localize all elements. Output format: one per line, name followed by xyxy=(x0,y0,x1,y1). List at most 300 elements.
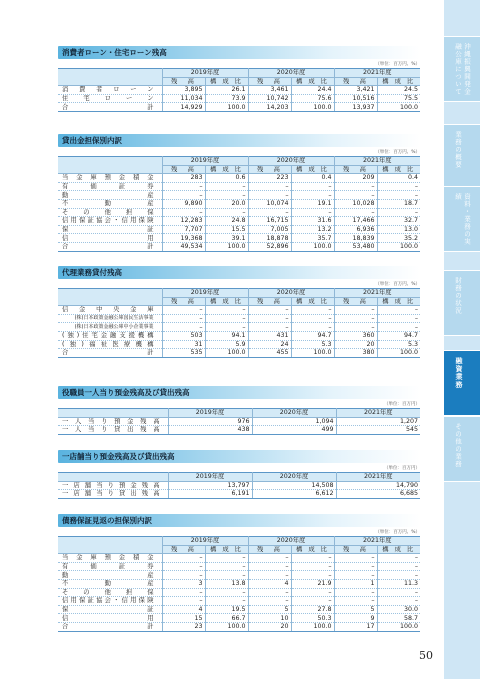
table-row xyxy=(58,349,420,358)
table-row xyxy=(58,605,420,614)
table-cell: 100.0 xyxy=(377,349,420,358)
table-cell: 0.6 xyxy=(205,174,248,183)
table-cell: 3,461 xyxy=(248,86,291,95)
table-cell: – xyxy=(334,191,377,200)
table-cell: 94.1 xyxy=(205,331,248,340)
balance-header: 残 高 xyxy=(162,77,205,86)
table-cell: – xyxy=(377,597,420,606)
table-cell: 26.1 xyxy=(205,86,248,95)
table-cell: 14,508 xyxy=(252,481,336,490)
table-cell: 100.0 xyxy=(205,242,248,251)
table-cell: – xyxy=(334,571,377,580)
table-cell: – xyxy=(334,597,377,606)
year-header: 2021年度 xyxy=(334,289,420,298)
table-cell: – xyxy=(162,571,205,580)
ratio-header: 構 成 比 xyxy=(291,165,334,174)
table-cell: 58.7 xyxy=(377,614,420,623)
table-cell: 13.8 xyxy=(205,579,248,588)
header-blank xyxy=(58,69,162,86)
row-label: その他担保 xyxy=(58,588,162,597)
balance-header: 残 高 xyxy=(248,77,291,86)
table-cell: 19,368 xyxy=(162,234,205,243)
ratio-header: 構 成 比 xyxy=(377,77,420,86)
table-cell: – xyxy=(205,306,248,315)
table-cell: 52,896 xyxy=(248,242,291,251)
table-cell: – xyxy=(377,314,420,323)
table-row xyxy=(58,571,420,580)
table-cell: – xyxy=(205,554,248,563)
table-row xyxy=(58,417,420,426)
row-label: 一人当り預金残高 xyxy=(58,417,168,426)
balance-header: 残 高 xyxy=(334,165,377,174)
table-cell: 455 xyxy=(248,349,291,358)
table-row xyxy=(58,554,420,563)
table-cell: – xyxy=(291,571,334,580)
table-cell: – xyxy=(334,306,377,315)
row-label: 合計 xyxy=(58,349,162,358)
table-cell: – xyxy=(248,182,291,191)
table-row xyxy=(58,622,420,631)
table-row xyxy=(58,306,420,315)
balance-header: 残 高 xyxy=(162,297,205,306)
table-cell: 0.4 xyxy=(291,174,334,183)
ratio-header: 構 成 比 xyxy=(291,77,334,86)
table-cell: 5 xyxy=(248,605,291,614)
table-cell: 94.7 xyxy=(377,331,420,340)
sidebar-tab[interactable] xyxy=(444,270,480,336)
table-cell: 14,203 xyxy=(248,103,291,112)
table-cell: 438 xyxy=(168,426,252,435)
row-label: 不動産 xyxy=(58,579,162,588)
table-row xyxy=(58,597,420,606)
table-cell: 35.2 xyxy=(377,234,420,243)
sidebar-tab-label: 融資業務 xyxy=(455,357,463,389)
table-row xyxy=(58,208,420,217)
table-cell: 3,421 xyxy=(334,86,377,95)
table-cell: 14,790 xyxy=(336,481,420,490)
table-cell: – xyxy=(291,306,334,315)
balance-header: 残 高 xyxy=(334,77,377,86)
table-cell: – xyxy=(205,562,248,571)
table-cell: 49,534 xyxy=(162,242,205,251)
table-cell: – xyxy=(205,323,248,332)
table-cell: – xyxy=(291,208,334,217)
table-row xyxy=(58,217,420,226)
year-header: 2019年度 xyxy=(162,69,248,78)
row-label: (株)日本政策金融公庫中小企業事業 xyxy=(58,323,162,332)
year-header: 2020年度 xyxy=(248,157,334,166)
table-cell: 24 xyxy=(248,340,291,349)
table-row xyxy=(58,481,420,490)
year-header: 2020年度 xyxy=(248,69,334,78)
table-row xyxy=(58,588,420,597)
data-table xyxy=(58,408,420,435)
data-table xyxy=(58,472,420,499)
table-cell: 223 xyxy=(248,174,291,183)
unit-note: （単位：百万円、%） xyxy=(375,150,420,155)
ratio-header: 構 成 比 xyxy=(205,165,248,174)
table-cell: 10,742 xyxy=(248,94,291,103)
table-cell: 50.3 xyxy=(291,614,334,623)
section-title: 代理業務貸付残高 xyxy=(58,266,420,279)
year-header: 2020年度 xyxy=(248,537,334,546)
sidebar-index xyxy=(444,0,480,679)
row-label: 信用 xyxy=(58,234,162,243)
year-header: 2021年度 xyxy=(336,473,420,482)
year-header: 2019年度 xyxy=(162,289,248,298)
section-title: 貸出金担保別内訳 xyxy=(58,134,420,147)
header-blank xyxy=(58,289,162,306)
table-cell: 73.9 xyxy=(205,94,248,103)
sidebar-tab[interactable] xyxy=(444,350,480,416)
table-row xyxy=(58,579,420,588)
table-cell: – xyxy=(205,182,248,191)
table-cell: – xyxy=(162,314,205,323)
table-cell: – xyxy=(334,554,377,563)
table-cell: 100.0 xyxy=(291,622,334,631)
table-cell: – xyxy=(205,191,248,200)
balance-header: 残 高 xyxy=(334,545,377,554)
table-cell: 100.0 xyxy=(291,242,334,251)
table-cell: – xyxy=(248,306,291,315)
table-cell: – xyxy=(334,314,377,323)
data-table xyxy=(58,68,420,112)
table-cell: 13.0 xyxy=(377,225,420,234)
table-cell: 18,878 xyxy=(248,234,291,243)
table-cell: 75.6 xyxy=(291,94,334,103)
table-row xyxy=(58,340,420,349)
table-row xyxy=(58,103,420,112)
table-cell: 6,191 xyxy=(168,490,252,499)
table-row xyxy=(58,94,420,103)
table-row xyxy=(58,490,420,499)
row-label: 不動産 xyxy=(58,199,162,208)
table-row xyxy=(58,331,420,340)
balance-header: 残 高 xyxy=(248,165,291,174)
table-cell: 20 xyxy=(248,622,291,631)
table-cell: 11.3 xyxy=(377,579,420,588)
row-label: 一店舗当り貸出残高 xyxy=(58,490,168,499)
table-cell: 15.5 xyxy=(205,225,248,234)
section-title: 一店舗当り預金残高及び貸出残高 xyxy=(58,450,420,463)
row-label: 保証 xyxy=(58,225,162,234)
table-cell: 13,797 xyxy=(168,481,252,490)
table-cell: – xyxy=(291,588,334,597)
section-title: 役職員一人当り預金残高及び貸出残高 xyxy=(58,386,420,399)
table-row xyxy=(58,426,420,435)
table-cell: – xyxy=(377,588,420,597)
table-cell: 100.0 xyxy=(205,349,248,358)
table-cell: – xyxy=(162,597,205,606)
ratio-header: 構 成 比 xyxy=(205,77,248,86)
sidebar-tab[interactable] xyxy=(444,36,480,102)
row-label: (独)住宅金融支援機構 xyxy=(58,331,162,340)
year-header: 2020年度 xyxy=(252,409,336,418)
table-cell: – xyxy=(248,571,291,580)
row-label: 合計 xyxy=(58,103,162,112)
unit-note: （単位：百万円、%） xyxy=(375,282,420,287)
table-row xyxy=(58,614,420,623)
table-cell: – xyxy=(377,554,420,563)
ratio-header: 構 成 比 xyxy=(377,297,420,306)
table-cell: 19.5 xyxy=(205,605,248,614)
table-cell: 283 xyxy=(162,174,205,183)
table-cell: 94.7 xyxy=(291,331,334,340)
table-cell: 16,715 xyxy=(248,217,291,226)
table-cell: – xyxy=(334,323,377,332)
sidebar-tab-label: 業務の概要 xyxy=(454,131,462,169)
table-cell: 1,207 xyxy=(336,417,420,426)
table-cell: 9,890 xyxy=(162,199,205,208)
table-cell: – xyxy=(205,208,248,217)
table-cell: – xyxy=(162,588,205,597)
table-cell: 10,074 xyxy=(248,199,291,208)
table-cell: – xyxy=(205,314,248,323)
table-cell: 6,685 xyxy=(336,490,420,499)
sidebar-tab-label: 資料・業務の実績 xyxy=(454,193,471,246)
table-cell: – xyxy=(248,588,291,597)
sidebar-tab[interactable] xyxy=(444,186,480,252)
table-cell: 17 xyxy=(334,622,377,631)
table-cell: 66.7 xyxy=(205,614,248,623)
table-cell: – xyxy=(291,182,334,191)
unit-note: （単位：百万円） xyxy=(384,402,420,407)
data-table xyxy=(58,156,420,252)
ratio-header: 構 成 比 xyxy=(377,165,420,174)
table-row xyxy=(58,182,420,191)
year-header: 2019年度 xyxy=(168,409,252,418)
table-cell: 21.9 xyxy=(291,579,334,588)
table-cell: 1,094 xyxy=(252,417,336,426)
table-cell: 4 xyxy=(248,579,291,588)
table-section xyxy=(58,134,420,252)
table-cell: – xyxy=(291,562,334,571)
row-label: 動産 xyxy=(58,191,162,200)
table-cell: 39.1 xyxy=(205,234,248,243)
table-cell: – xyxy=(162,208,205,217)
table-cell: – xyxy=(377,562,420,571)
table-cell: 100.0 xyxy=(205,622,248,631)
row-label: 一店舗当り預金残高 xyxy=(58,481,168,490)
table-cell: 431 xyxy=(248,331,291,340)
header-blank xyxy=(58,537,162,554)
table-cell: 31.6 xyxy=(291,217,334,226)
table-cell: 503 xyxy=(162,331,205,340)
year-header: 2021年度 xyxy=(334,69,420,78)
table-section xyxy=(58,514,420,632)
sidebar-tab[interactable] xyxy=(444,124,480,190)
row-label: 一人当り貸出残高 xyxy=(58,426,168,435)
balance-header: 残 高 xyxy=(162,545,205,554)
table-cell: 10 xyxy=(248,614,291,623)
table-cell: 31 xyxy=(162,340,205,349)
table-cell: – xyxy=(334,588,377,597)
data-table xyxy=(58,536,420,632)
table-row xyxy=(58,191,420,200)
table-cell: 7,005 xyxy=(248,225,291,234)
table-cell: – xyxy=(248,191,291,200)
table-row xyxy=(58,242,420,251)
section-title: 債務保証見返の担保別内訳 xyxy=(58,514,420,527)
table-cell: 27.8 xyxy=(291,605,334,614)
row-label: 信用保証協会・信用保険 xyxy=(58,217,162,226)
row-label: 有価証券 xyxy=(58,182,162,191)
unit-note: （単位：百万円） xyxy=(384,466,420,471)
ratio-header: 構 成 比 xyxy=(291,545,334,554)
row-label: 信用 xyxy=(58,614,162,623)
table-cell: – xyxy=(205,571,248,580)
table-cell: 53,480 xyxy=(334,242,377,251)
table-row xyxy=(58,86,420,95)
row-label: (株)日本政策金融公庫国民生活事業 xyxy=(58,314,162,323)
data-table xyxy=(58,288,420,358)
table-cell: – xyxy=(162,554,205,563)
row-label: 住宅ローン xyxy=(58,94,162,103)
row-label: 合計 xyxy=(58,242,162,251)
table-cell: 209 xyxy=(334,174,377,183)
table-cell: 5 xyxy=(334,605,377,614)
ratio-header: 構 成 比 xyxy=(205,297,248,306)
balance-header: 残 高 xyxy=(162,165,205,174)
year-header: 2021年度 xyxy=(334,537,420,546)
table-cell: 24.4 xyxy=(291,86,334,95)
table-cell: – xyxy=(291,191,334,200)
row-label: 信用保証協会・信用保険 xyxy=(58,597,162,606)
table-cell: 0.4 xyxy=(377,174,420,183)
page-number: 50 xyxy=(419,649,433,662)
table-cell: 100.0 xyxy=(291,103,334,112)
table-cell: 9 xyxy=(334,614,377,623)
table-row xyxy=(58,323,420,332)
row-label: 保証 xyxy=(58,605,162,614)
table-cell: 100.0 xyxy=(291,349,334,358)
table-cell: – xyxy=(162,182,205,191)
row-label: 有価証券 xyxy=(58,562,162,571)
table-cell: 75.5 xyxy=(377,94,420,103)
year-header: 2019年度 xyxy=(162,537,248,546)
table-cell: 32.7 xyxy=(377,217,420,226)
row-label: 消費者ローン xyxy=(58,86,162,95)
table-cell: – xyxy=(162,191,205,200)
row-label: 動産 xyxy=(58,571,162,580)
table-cell: 10,028 xyxy=(334,199,377,208)
table-cell: 10,516 xyxy=(334,94,377,103)
table-cell: 14,929 xyxy=(162,103,205,112)
sidebar-tab-label: その他の業務 xyxy=(454,423,462,468)
table-cell: – xyxy=(377,306,420,315)
table-cell: 1 xyxy=(334,579,377,588)
table-cell: 20 xyxy=(334,340,377,349)
table-cell: 4 xyxy=(162,605,205,614)
ratio-header: 構 成 比 xyxy=(377,545,420,554)
table-cell: 24.5 xyxy=(377,86,420,95)
table-cell: 5.9 xyxy=(205,340,248,349)
table-cell: 499 xyxy=(252,426,336,435)
year-header: 2020年度 xyxy=(252,473,336,482)
table-cell: – xyxy=(377,571,420,580)
table-cell: 20.0 xyxy=(205,199,248,208)
table-cell: – xyxy=(291,314,334,323)
table-cell: – xyxy=(377,191,420,200)
table-cell: – xyxy=(377,208,420,217)
table-cell: – xyxy=(162,306,205,315)
table-cell: 3,895 xyxy=(162,86,205,95)
table-cell: – xyxy=(162,562,205,571)
table-cell: 535 xyxy=(162,349,205,358)
row-label: その他担保 xyxy=(58,208,162,217)
ratio-header: 構 成 比 xyxy=(205,545,248,554)
table-cell: – xyxy=(291,597,334,606)
table-cell: – xyxy=(291,323,334,332)
row-label: 合計 xyxy=(58,622,162,631)
unit-note: （単位：百万円、%） xyxy=(375,530,420,535)
table-cell: 360 xyxy=(334,331,377,340)
table-cell: 30.0 xyxy=(377,605,420,614)
table-cell: 380 xyxy=(334,349,377,358)
balance-header: 残 高 xyxy=(248,297,291,306)
table-cell: 100.0 xyxy=(205,103,248,112)
table-section xyxy=(58,450,420,499)
table-cell: 12,283 xyxy=(162,217,205,226)
table-row xyxy=(58,314,420,323)
table-cell: 13,937 xyxy=(334,103,377,112)
table-cell: 100.0 xyxy=(377,622,420,631)
sidebar-tab-label: 財務の状況 xyxy=(454,277,462,315)
table-cell: 17,466 xyxy=(334,217,377,226)
table-cell: – xyxy=(334,208,377,217)
table-cell: 24.8 xyxy=(205,217,248,226)
table-row xyxy=(58,174,420,183)
table-cell: – xyxy=(334,182,377,191)
table-cell: – xyxy=(248,208,291,217)
table-cell: 18.7 xyxy=(377,199,420,208)
table-cell: – xyxy=(162,323,205,332)
table-cell: 19.1 xyxy=(291,199,334,208)
table-row xyxy=(58,225,420,234)
table-cell: – xyxy=(248,597,291,606)
table-section xyxy=(58,386,420,435)
year-header: 2021年度 xyxy=(334,157,420,166)
table-cell: 23 xyxy=(162,622,205,631)
table-cell: 6,612 xyxy=(252,490,336,499)
table-cell: 100.0 xyxy=(377,242,420,251)
table-row xyxy=(58,562,420,571)
sidebar-tab[interactable] xyxy=(444,416,480,482)
header-blank xyxy=(58,157,162,174)
table-cell: 6,936 xyxy=(334,225,377,234)
header-blank xyxy=(58,409,168,418)
year-header: 2019年度 xyxy=(168,473,252,482)
year-header: 2021年度 xyxy=(336,409,420,418)
table-cell: 5.3 xyxy=(377,340,420,349)
table-cell: 3 xyxy=(162,579,205,588)
row-label: 当金庫預金積金 xyxy=(58,554,162,563)
table-cell: 18,839 xyxy=(334,234,377,243)
table-cell: 976 xyxy=(168,417,252,426)
table-cell: 545 xyxy=(336,426,420,435)
header-blank xyxy=(58,473,168,482)
year-header: 2020年度 xyxy=(248,289,334,298)
table-cell: 15 xyxy=(162,614,205,623)
row-label: (独)福祉医療機構 xyxy=(58,340,162,349)
table-cell: – xyxy=(248,314,291,323)
table-section xyxy=(58,266,420,358)
row-label: 信金中央金庫 xyxy=(58,306,162,315)
row-label: 当金庫預金積金 xyxy=(58,174,162,183)
table-cell: 7,707 xyxy=(162,225,205,234)
table-cell: – xyxy=(377,323,420,332)
table-cell: – xyxy=(205,588,248,597)
